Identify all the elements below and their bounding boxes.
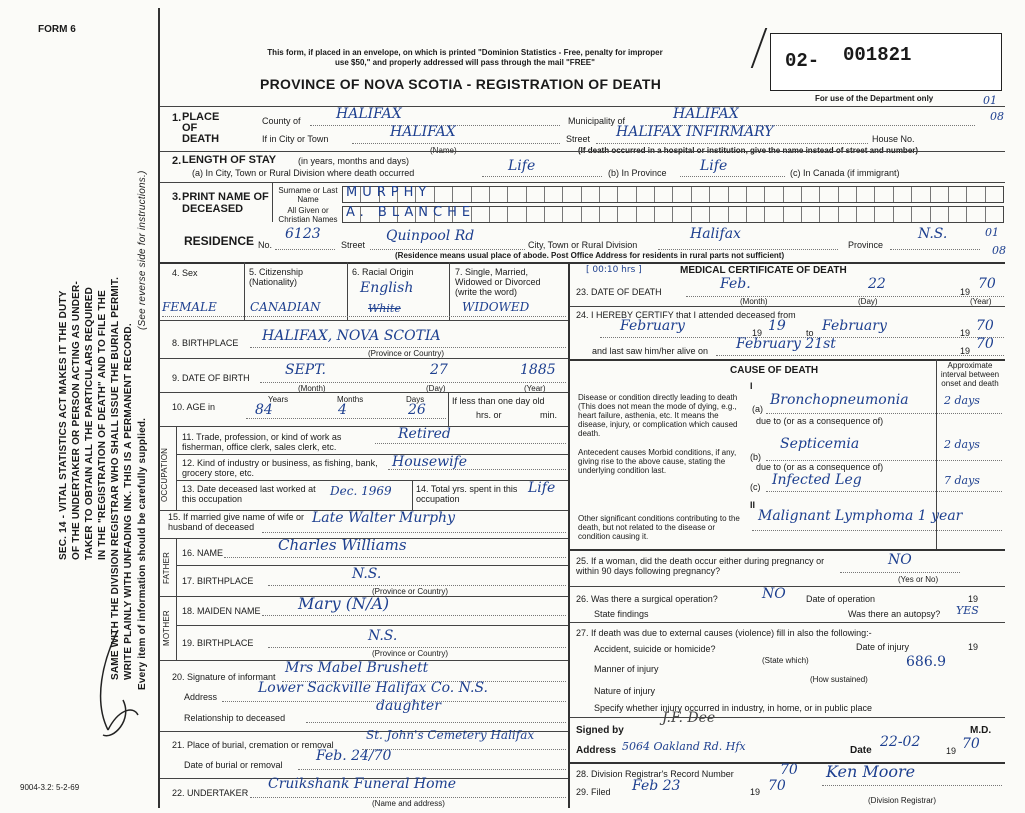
informant-signature: Mrs Mabel Brushett	[285, 660, 429, 676]
surname-boxes	[342, 186, 1004, 203]
burial-place-value: St. John's Cemetery Halifax	[366, 728, 535, 742]
age-months: 4	[338, 402, 347, 418]
interval-header: Approximate interval between onset and death	[940, 361, 1000, 388]
filed-label: 29. Filed	[576, 787, 611, 797]
spouse-label: 15. If married give name of wife or husband of deceased	[168, 512, 305, 532]
county-label: County of	[262, 116, 301, 126]
res-city-line	[658, 249, 838, 250]
cause-c-interval: 7 days	[944, 474, 980, 487]
cause-b-interval: 2 days	[944, 438, 980, 451]
last-saw-line	[716, 355, 1004, 356]
residence-province-label: Province	[848, 240, 884, 250]
registrar-signature: Ken Moore	[826, 762, 916, 781]
city-line	[352, 143, 560, 144]
mother-birthplace-label: 19. BIRTHPLACE	[182, 638, 254, 648]
side-text-line8: Every item of information should be carefully supplied.	[137, 417, 148, 690]
mother-birthplace-value: N.S.	[368, 628, 398, 644]
autopsy-label: Was there an autopsy?	[848, 609, 941, 619]
surname-label: Surname or Last Name	[278, 186, 338, 204]
place-label: PLACE OF DEATH	[182, 111, 220, 145]
age-days: 26	[408, 402, 426, 418]
mother-side-label: MOTHER	[162, 610, 171, 646]
last-worked-value: Dec. 1969	[330, 484, 392, 498]
antecedent-label: Antecedent causes Morbid conditions, if any, giving rise to the above cause, stating the underlying condition last.	[578, 448, 737, 475]
relationship-label: Relationship to deceased	[184, 713, 286, 723]
to-year-19: 19	[960, 328, 971, 338]
side-text-line3: TAKER TO OBTAIN ALL THE PARTICULARS REQUIRED	[84, 286, 95, 560]
rule-24	[570, 306, 1005, 307]
death-month: Feb.	[720, 276, 751, 292]
trade-label: 11. Trade, profession, or kind of work as fisherman, office clerk, sales clerk, etc.	[182, 432, 342, 452]
side-text-line5: SAME WITH THE DIVISION REGISTRAR WHO SHALL ISSUE THE BURIAL PERMIT.	[110, 276, 121, 680]
mother-bp-line	[268, 647, 566, 648]
birthplace-caption: (Province or Country)	[368, 349, 445, 358]
signed-value: J.F. Dee	[662, 710, 716, 726]
due-to-b: due to (or as a consequence of)	[756, 462, 884, 472]
envelope-notice-line1: This form, if placed in an envelope, on which is printed "Dominion Statistics - Free, penalty for improper	[267, 48, 663, 57]
div-5-6	[347, 262, 348, 320]
father-birthplace-value: N.S.	[352, 566, 382, 582]
father-name-value: Charles Williams	[278, 536, 407, 554]
external-code: 686.9	[906, 654, 947, 670]
stay-a-line	[482, 176, 602, 177]
rule-3	[160, 182, 1005, 183]
registrar-line	[822, 785, 1002, 786]
undertaker-label: 22. UNDERTAKER	[172, 788, 249, 798]
cause-header: CAUSE OF DEATH	[730, 365, 819, 376]
side-text-line1: SEC. 14 - VITAL STATISTICS ACT MAKES IT THE DUTY	[58, 290, 69, 560]
birthplace-value: HALIFAX, NOVA SCOTIA	[262, 328, 441, 344]
side-text-line4: IN THE "REGISTRATION OF DEATH" AND TO FILE THE	[97, 290, 108, 560]
years-label: Years	[268, 395, 289, 404]
rule-11	[160, 426, 568, 427]
birthplace-label: 8. BIRTHPLACE	[172, 338, 239, 348]
cause-a-interval: 2 days	[944, 394, 980, 407]
cause-a-marker: (a)	[752, 404, 763, 414]
burial-date-value: Feb. 24/70	[316, 748, 392, 764]
signed-label: Signed by	[576, 725, 624, 736]
stay-label: LENGTH OF STAY	[182, 154, 277, 166]
filed-year: 70	[768, 778, 786, 794]
last-worked-label: 13. Date deceased last worked at this occupation	[182, 484, 316, 504]
immediate-label: Disease or condition directly leading to death (This does not mean the mode of dying, e.g., heart failure, asthenia, etc. It means the disease, injury, or complication which caused death.	[578, 393, 738, 438]
specify-label: Specify whether injury occurred in industry, in home, or in public place	[594, 703, 872, 713]
record-label: 28. Division Registrar's Record Number	[576, 769, 734, 779]
part2-label: II	[750, 500, 756, 510]
burial-place-label: 21. Place of burial, cremation or removal	[172, 740, 334, 750]
other-label: Other significant conditions contributing to the death, but not related to the disease or condition causing it.	[578, 514, 740, 541]
cause-b-value: Septicemia	[780, 436, 860, 452]
medical-header: MEDICAL CERTIFICATE OF DEATH	[680, 265, 847, 276]
other-value: Malignant Lymphoma 1 year	[758, 508, 963, 524]
occupation-side-rule	[176, 426, 177, 510]
dob-year-caption: (Year)	[524, 384, 546, 393]
dept-use-label: For use of the Department only	[815, 94, 934, 103]
stay-units: (in years, months and days)	[298, 156, 410, 166]
industry-line	[388, 469, 566, 470]
name-divider	[272, 182, 273, 222]
name-caption: (Name)	[430, 146, 457, 155]
hrs-label: hrs. or	[476, 410, 502, 420]
registrar-caption: (Division Registrar)	[868, 796, 937, 805]
div-4-5	[244, 262, 245, 320]
operation-date-label: Date of operation	[806, 594, 876, 604]
last-saw-label: and last saw him/her alive on	[592, 346, 709, 356]
residence-street-value: Quinpool Rd	[386, 228, 475, 244]
dob-day: 27	[430, 362, 448, 378]
form-title: PROVINCE OF NOVA SCOTIA - REGISTRATION OF DEATH	[260, 76, 662, 92]
racial-label: 6. Racial Origin	[352, 267, 414, 277]
signature-year-19: 19	[946, 746, 957, 756]
manner-label: Manner of injury	[594, 664, 659, 674]
registration-number: 001821	[843, 44, 912, 66]
municipality-value: HALIFAX	[673, 106, 739, 122]
house-label: House No.	[872, 134, 915, 144]
part1-label: I	[750, 381, 753, 391]
cause-a-line	[766, 413, 1002, 414]
informant-address: Lower Sackville Halifax Co. N.S.	[258, 680, 489, 696]
father-side-label: FATHER	[162, 551, 171, 584]
spouse-value: Late Walter Murphy	[312, 510, 455, 526]
given-label: All Given or Christian Names	[278, 206, 338, 224]
burial-date-line	[298, 769, 566, 770]
trade-line	[375, 443, 566, 444]
residence-city-value: Halifax	[690, 226, 741, 242]
age-line	[246, 418, 446, 419]
dob-label: 9. DATE OF BIRTH	[172, 373, 250, 383]
filed-19: 19	[750, 787, 761, 797]
filed-value: Feb 23	[632, 778, 681, 794]
undertaker-line	[250, 797, 566, 798]
sex-label: 4. Sex	[172, 268, 198, 278]
racial-struck-value: White	[368, 302, 401, 315]
other-line	[752, 530, 1002, 531]
father-bp-line	[268, 585, 566, 586]
stay-num: 2.	[172, 155, 182, 167]
last-saw-year: 70	[976, 336, 994, 352]
death-day: 22	[868, 276, 886, 292]
findings-label: State findings	[594, 609, 649, 619]
county-value: HALIFAX	[336, 106, 402, 122]
age-label: 10. AGE in	[172, 402, 216, 412]
death-year: 70	[978, 276, 996, 292]
cause-a-value: Bronchopneumonia	[770, 392, 909, 408]
dept-code-b: 08	[990, 110, 1004, 123]
accident-label: Accident, suicide or homicide?	[594, 644, 716, 654]
relationship-line	[306, 722, 566, 723]
residence-label: RESIDENCE	[184, 234, 255, 248]
municipality-label: Municipality of	[568, 116, 626, 126]
left-margin-rule	[158, 8, 160, 808]
dob-line	[260, 382, 566, 383]
side-text-line2: OF THE UNDERTAKER OR PERSON ACTING AS UNDER-	[71, 281, 82, 560]
cause-c-marker: (c)	[750, 482, 761, 492]
rule-27	[570, 622, 1005, 623]
residence-street-label: Street	[341, 240, 366, 250]
maiden-label: 18. MAIDEN NAME	[182, 606, 261, 616]
under-day-label: If less than one day old	[452, 396, 545, 406]
street-line	[596, 143, 868, 144]
div-6-7	[449, 262, 450, 320]
age-years: 84	[255, 402, 273, 418]
injury-year-19: 19	[968, 642, 979, 652]
death-date-line	[686, 296, 1004, 297]
div-13-14	[412, 480, 413, 510]
stay-b-value: Life	[700, 158, 728, 174]
pregnancy-caption: (Yes or No)	[898, 575, 939, 584]
row4-line	[162, 316, 566, 317]
sex-value: FEMALE	[162, 300, 217, 314]
mother-caption: (Province or Country)	[372, 649, 449, 658]
due-to-a: due to (or as a consequence of)	[756, 416, 884, 426]
from-year-19: 19	[752, 328, 763, 338]
years-spent-label: 14. Total yrs. spent in this occupation	[416, 484, 518, 504]
death-date-label: 23. DATE OF DEATH	[576, 287, 662, 297]
marital-label: 7. Single, Married, Widowed or Divorced (write the word)	[455, 267, 541, 297]
res-no-line	[275, 249, 335, 250]
undertaker-caption: (Name and address)	[372, 799, 445, 808]
registration-prefix: 02-	[785, 50, 820, 72]
stay-a-value: Life	[508, 158, 536, 174]
father-side-rule	[176, 538, 177, 596]
street-label: Street	[566, 134, 591, 144]
attended-year: 70	[976, 318, 994, 334]
res-street-line	[370, 249, 525, 250]
rule-10	[160, 392, 568, 393]
cause-b-marker: (b)	[750, 452, 761, 462]
informant-label: 20. Signature of informant	[172, 672, 276, 682]
res-prov-line	[890, 249, 980, 250]
signature-date: 22-02	[880, 734, 921, 750]
residence-no-value: 6123	[285, 226, 321, 242]
marital-value: WIDOWED	[462, 300, 530, 314]
burial-place-line	[362, 749, 566, 750]
cause-c-value: Infected Leg	[772, 472, 862, 488]
death-year-prefix: 19	[960, 287, 971, 297]
side-signature-scribble	[78, 620, 158, 750]
cause-b-line	[766, 460, 1002, 461]
maiden-line	[262, 615, 566, 616]
cause-c-line	[766, 491, 1002, 492]
pregnancy-line	[840, 572, 960, 573]
center-divider	[568, 262, 570, 808]
rule-1	[160, 106, 1005, 107]
father-caption: (Province or Country)	[372, 587, 449, 596]
months-label: Months	[337, 395, 364, 404]
burial-date-label: Date of burial or removal	[184, 760, 283, 770]
dept-code-c: 01	[985, 226, 999, 239]
operation-year-19: 19	[968, 594, 979, 604]
rule-2	[160, 151, 1005, 152]
age-divider	[448, 392, 449, 426]
death-day-caption: (Day)	[858, 297, 878, 306]
attended-from-day: 19	[768, 318, 786, 334]
residence-city-label: City, Town or Rural Division	[528, 240, 638, 250]
dept-code-a: 01	[983, 94, 997, 107]
maiden-value: Mary (N/A)	[298, 594, 390, 613]
city-label: If in City or Town	[262, 134, 329, 144]
father-name-line	[224, 557, 566, 558]
side-text-line7: (See reverse side for instructions.)	[137, 170, 148, 330]
stay-a-label: (a) In City, Town or Rural Division where death occurred	[192, 168, 415, 178]
form-label: FORM 6	[38, 24, 76, 35]
citizenship-value: CANADIAN	[250, 300, 321, 314]
form-code: 9004-3.2: 5-2-69	[20, 783, 80, 792]
street-value: HALIFAX INFIRMARY	[616, 124, 774, 140]
record-value: 70	[780, 762, 798, 778]
stay-c-label: (c) In Canada (if immigrant)	[790, 168, 900, 178]
pregnancy-label: 25. If a woman, did the death occur either during pregnancy or within 90 days following pregnancy?	[576, 556, 825, 576]
relationship-value: daughter	[376, 698, 441, 714]
signature-year: 70	[962, 736, 980, 752]
last-saw-year-19: 19	[960, 346, 971, 356]
to-label: to	[806, 328, 814, 338]
signature-address: 5064 Oakland Rd. Hfx	[622, 740, 746, 753]
name-num: 3.	[172, 191, 182, 203]
industry-value: Housewife	[392, 454, 468, 470]
residence-note: (Residence means usual place of abode. Post Office Address for residents in rural parts not sufficient)	[395, 251, 785, 260]
racial-value: English	[360, 280, 414, 296]
residence-no-label: No.	[258, 240, 273, 250]
surgery-value: NO	[762, 586, 786, 602]
min-label: min.	[540, 410, 558, 420]
hospital-note: (If death occurred in a hospital or institution, give the name instead of street and number)	[578, 146, 919, 155]
state-which: (State which)	[762, 656, 809, 665]
citizenship-label: 5. Citizenship (Nationality)	[249, 267, 304, 287]
rule-19	[176, 625, 568, 626]
signature-address-label: Address	[576, 745, 617, 756]
autopsy-value: YES	[956, 604, 979, 617]
rule-9	[160, 358, 568, 359]
residence-province-value: N.S.	[918, 226, 948, 242]
birthplace-line	[250, 347, 566, 348]
city-value: HALIFAX	[390, 124, 456, 140]
surname-value: MURPHY	[346, 185, 432, 200]
stay-b-line	[680, 176, 785, 177]
pregnancy-value: NO	[888, 552, 912, 568]
father-birthplace-label: 17. BIRTHPLACE	[182, 576, 254, 586]
side-text-line6: WRITE PLAINLY WITH UNFADING INK. THIS IS A PERMANENT RECORD.	[123, 323, 134, 680]
father-name-label: 16. NAME	[182, 548, 224, 558]
rule-main-top	[160, 262, 1005, 264]
rule-12	[176, 454, 568, 455]
surgery-label: 26. Was there a surgical operation?	[576, 594, 718, 604]
days-label: Days	[406, 395, 425, 404]
dob-month: SEPT.	[285, 362, 326, 378]
industry-label: 12. Kind of industry or business, as fishing, bank, grocery store, etc.	[182, 458, 378, 478]
dob-month-caption: (Month)	[298, 384, 326, 393]
how-sustained: (How sustained)	[810, 675, 868, 684]
rule-25	[570, 549, 1005, 551]
injury-date-label: Date of injury	[856, 642, 910, 652]
last-saw-value: February 21st	[736, 336, 836, 352]
dob-day-caption: (Day)	[426, 384, 446, 393]
md-label: M.D.	[970, 725, 992, 736]
stay-b-label: (b) In Province	[608, 168, 667, 178]
name-label: PRINT NAME OF DECEASED	[182, 191, 269, 215]
spouse-line	[262, 532, 566, 533]
attended-to: February	[822, 318, 887, 334]
rule-8	[160, 320, 568, 321]
certify-label: 24. I HEREBY CERTIFY that I attended deceased from	[576, 310, 796, 320]
rule-13	[176, 480, 568, 481]
trade-value: Retired	[398, 426, 451, 442]
place-num: 1.	[172, 112, 182, 124]
attended-from: February	[620, 318, 685, 334]
rule-26	[570, 586, 1005, 587]
dept-code-d: 08	[992, 244, 1006, 257]
nature-label: Nature of injury	[594, 686, 656, 696]
signature-date-label: Date	[850, 745, 872, 756]
medical-stamp: [ 00:10 hrs ]	[586, 265, 642, 275]
undertaker-value: Cruikshank Funeral Home	[268, 776, 457, 792]
given-value: A. BLANCHE	[346, 205, 476, 220]
death-year-caption: (Year)	[970, 297, 992, 306]
envelope-notice-line2: use $50," and properly addressed will pass through the mail "FREE"	[335, 58, 595, 67]
dob-year: 1885	[520, 362, 556, 378]
death-month-caption: (Month)	[740, 297, 768, 306]
rule-signed	[570, 717, 1005, 718]
informant-address-label: Address	[184, 692, 218, 702]
mother-side-rule	[176, 596, 177, 660]
registration-number-box	[770, 33, 1002, 91]
external-label: 27. If death was due to external causes (violence) fill in also the following:-	[576, 628, 872, 638]
occupation-side-label: OCCUPATION	[160, 447, 169, 502]
years-spent-value: Life	[528, 480, 556, 496]
